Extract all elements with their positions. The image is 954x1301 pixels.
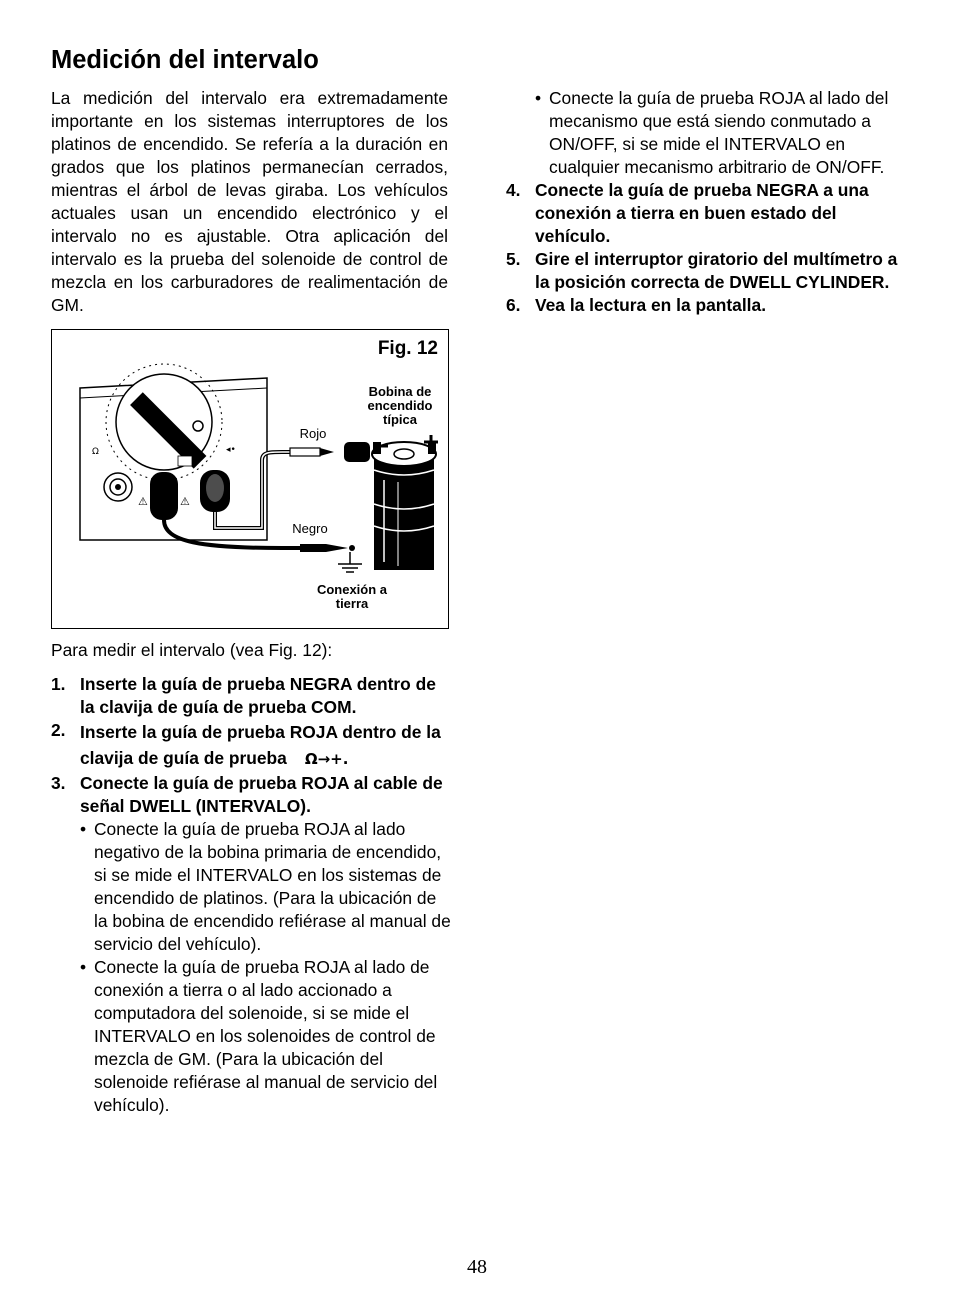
intro-paragraph: La medición del intervalo era extremadamente importante en los sistemas interruptores de los platinos de encendido. Se refería a la duración en grados que los platinos permanecían cerrados, mientras el árbol de levas giraba. Los vehículos actuales usan un encendido electrónico y el intervalo no es ajustable. Otra aplicación del intervalo es la prueba del solenoide de control de mezcla en los carburadores de realimentación de GM. bbox=[51, 88, 448, 315]
black-lead-label: Negro bbox=[292, 521, 328, 536]
left-column bbox=[51, 87, 448, 317]
svg-text:⚠: ⚠ bbox=[180, 495, 190, 508]
ohm-diode-icon: Ω→+. bbox=[304, 750, 349, 768]
step-3 bbox=[51, 772, 451, 818]
steps-left bbox=[51, 673, 451, 1117]
bullet-item bbox=[80, 818, 451, 956]
black-probe-plug bbox=[150, 472, 178, 520]
step-number: 4. bbox=[506, 180, 521, 200]
step-text: Inserte la guía de prueba ROJA dentro de la clavija de guía de prueba bbox=[80, 722, 441, 768]
svg-text:Ω: Ω bbox=[92, 447, 99, 457]
step-number: 5. bbox=[506, 249, 521, 269]
procedure-lead: Para medir el intervalo (vea Fig. 12): bbox=[51, 640, 333, 660]
bullet-mark: • bbox=[80, 819, 87, 839]
bullet-text: Conecte la guía de prueba ROJA al lado de conexión a tierra o al lado accionado a computadora del solenoide, si se mide el INTERVALO en los solenoides de control de mezcla de GM. (Para la ubicación del solenoide refiérase al manual de servicio del vehículo). bbox=[94, 957, 438, 1115]
page-title: Medición del intervalo bbox=[51, 46, 319, 74]
step-number: 3. bbox=[51, 773, 66, 793]
step-6 bbox=[506, 294, 906, 317]
bullet-text: Conecte la guía de prueba ROJA al lado del mecanismo que está siendo conmutado a ON/OFF, si se mide el INTERVALO en cualquier mecanismo arbitrario de ON/OFF. bbox=[549, 88, 889, 177]
ground-label: Conexión a tierra bbox=[316, 582, 388, 611]
step-text: Conecte la guía de prueba ROJA al cable de señal DWELL (INTERVALO). bbox=[80, 773, 443, 816]
step-2 bbox=[51, 719, 451, 772]
step-5 bbox=[506, 248, 906, 294]
bullet-text: Conecte la guía de prueba ROJA al lado negativo de la bobina primaria de encendido, si se mide el INTERVALO en los sistemas de encendido de platinos. (Para la ubicación de la bobina de encendido refiérase al manual de servicio del vehículo). bbox=[94, 819, 451, 954]
figure-12 bbox=[51, 329, 449, 629]
right-column bbox=[506, 87, 906, 317]
step-text: Conecte la guía de prueba NEGRA a una conexión a tierra en buen estado del vehículo. bbox=[535, 180, 869, 246]
step-text: Vea la lectura en la pantalla. bbox=[535, 295, 767, 315]
step-number: 1. bbox=[51, 674, 66, 694]
coil-label: Bobina de encendido típica bbox=[367, 384, 433, 427]
svg-text:◂•: ◂• bbox=[226, 445, 236, 455]
red-lead-label: Rojo bbox=[299, 426, 327, 441]
step-number: 2. bbox=[51, 720, 66, 740]
bullet-mark: • bbox=[80, 957, 87, 977]
bullet-mark: • bbox=[535, 88, 542, 108]
bullet-item bbox=[80, 956, 451, 1117]
page-number: 48 bbox=[467, 1256, 487, 1278]
step-text: Inserte la guía de prueba NEGRA dentro de la clavija de guía de prueba COM. bbox=[80, 674, 436, 717]
step-number: 6. bbox=[506, 295, 521, 315]
coil-terminal-clip bbox=[344, 442, 370, 462]
figure-label: Fig. 12 bbox=[377, 338, 438, 359]
step-text: Gire el interruptor giratorio del multímetro a la posición correcta de DWELL CYLINDER. bbox=[535, 249, 898, 292]
step-4 bbox=[506, 179, 906, 248]
svg-text:⚠: ⚠ bbox=[138, 495, 148, 508]
step-1 bbox=[51, 673, 451, 719]
bullet-item bbox=[535, 87, 906, 179]
